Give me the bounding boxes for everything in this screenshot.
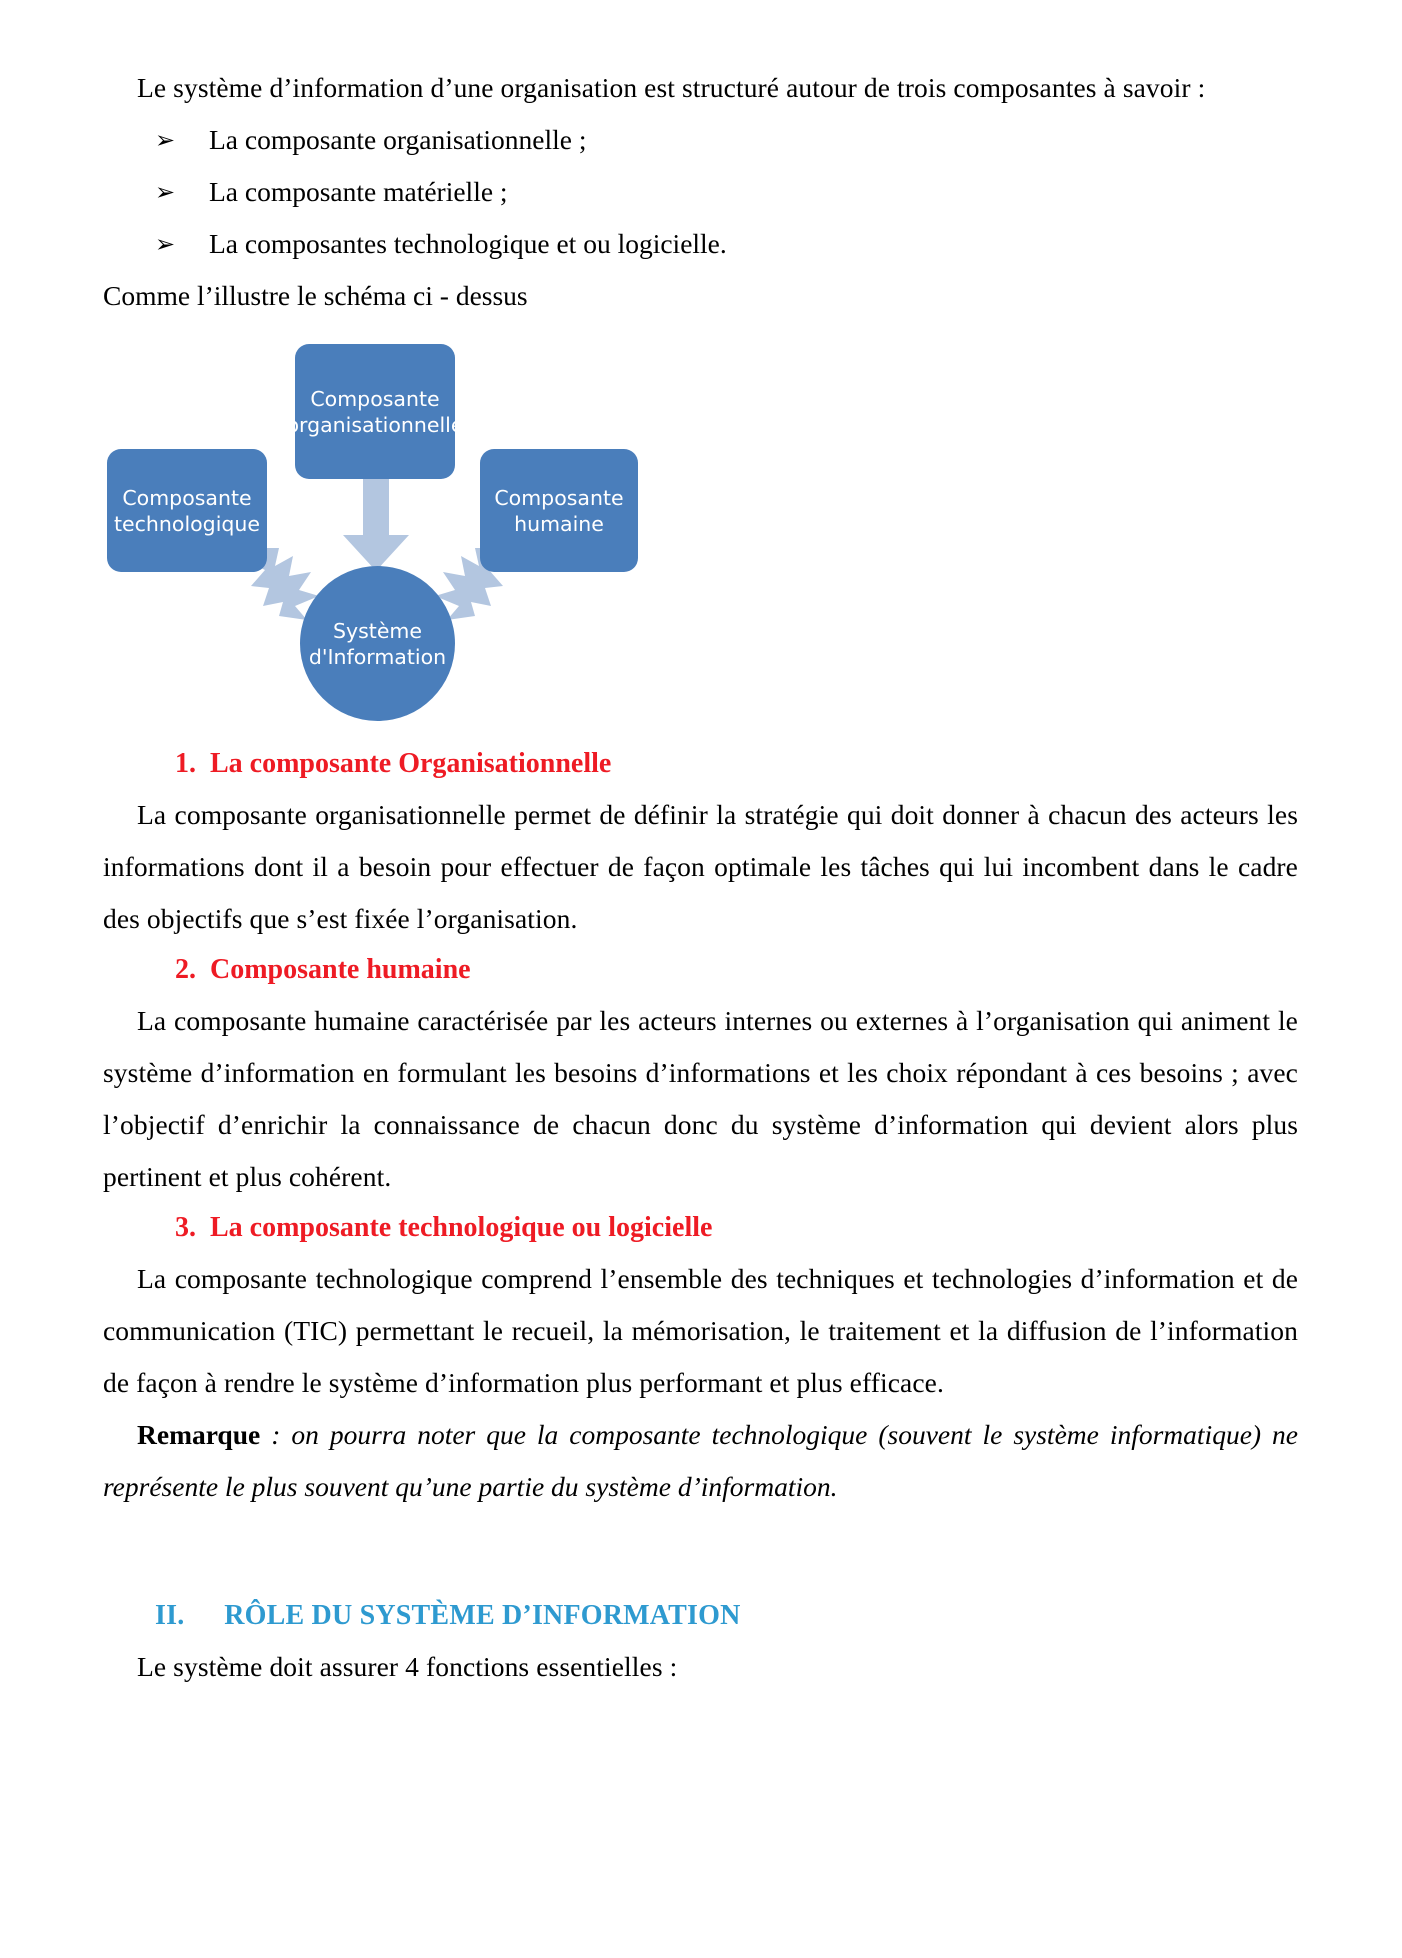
- section-body-role: Le système doit assurer 4 fonctions essentielles :: [137, 1651, 678, 1682]
- section-title-1: La composante Organisationnelle: [210, 748, 612, 779]
- arrow-down-icon: [343, 477, 409, 571]
- remarque-paragraph: [103, 1409, 1298, 1513]
- information-system-diagram: [103, 344, 763, 739]
- remarque-text: : on pourra noter que la composante technologique (souvent le système informatique) ne représente le plus souvent qu’une partie du système d’information.: [103, 1419, 1298, 1502]
- document-content: [103, 62, 1298, 1693]
- diagram-node-label-line2: technologique: [114, 511, 261, 536]
- section-heading-3: [103, 1203, 1298, 1253]
- section-body-3: La composante technologique comprend l’ensemble des techniques et technologies d’information et de communication (TIC) permettant le recueil, la mémorisation, le traitement et la diffusion de l’information de façon à rendre le système d’information plus performant et plus efficace.: [103, 1263, 1298, 1398]
- section-spacer: [103, 1513, 1298, 1591]
- diagram-node-label-line1: Composante: [494, 485, 624, 510]
- section-title-3: La composante technologique ou logicielle: [210, 1212, 713, 1243]
- diagram-node-label: [309, 618, 446, 670]
- section-number-3: 3.: [175, 1212, 196, 1243]
- diagram-node-label-line1: Composante: [122, 485, 252, 510]
- list-item: [103, 166, 1298, 218]
- arrow-bullet-icon: ➢: [155, 178, 176, 206]
- section-heading-2: [103, 945, 1298, 995]
- section-title-role: RÔLE DU SYSTÈME D’INFORMATION: [224, 1600, 741, 1631]
- diagram-caption: Comme l’illustre le schéma ci - dessus: [103, 280, 528, 311]
- diagram-node-label-line2: organisationnelle: [286, 412, 464, 437]
- section-title-2: Composante humaine: [210, 954, 471, 985]
- intro-paragraph: Le système d’information d’une organisation est structuré autour de trois composantes à savoir :: [137, 72, 1206, 103]
- arrow-bullet-icon: ➢: [155, 230, 176, 258]
- remarque-label: Remarque: [137, 1419, 261, 1450]
- section-number-2: 2.: [175, 954, 196, 985]
- diagram-node-label: [494, 485, 623, 537]
- diagram-node-systeme-information: [300, 566, 455, 721]
- diagram-node-label: [287, 386, 464, 438]
- list-item: [103, 114, 1298, 166]
- section-heading-1: [103, 739, 1298, 789]
- diagram-node-label: [114, 485, 260, 537]
- diagram-node-label-line2: humaine: [514, 511, 604, 536]
- section-number-1: 1.: [175, 748, 196, 779]
- arrow-bullet-icon: ➢: [155, 126, 176, 154]
- section-number-role: II.: [155, 1600, 185, 1631]
- diagram-node-label-line1: Composante: [310, 386, 440, 411]
- section-heading-role: [103, 1591, 1298, 1641]
- section-body-2: La composante humaine caractérisée par les acteurs internes ou externes à l’organisation qui animent le système d’information en formulant les besoins d’informations et les choix répondant à ces besoins ; avec l’objectif d’enrichir la connaissance de chacun donc du système d’information qui devient alors plus pertinent et plus cohérent.: [103, 1005, 1298, 1192]
- section-body-1: La composante organisationnelle permet de définir la stratégie qui doit donner à chacun des acteurs les informations dont il a besoin pour effectuer de façon optimale les tâches qui lui incombent dans le cadre des objectifs que s’est fixée l’organisation.: [103, 799, 1298, 934]
- diagram-node-label-line2: d'Information: [308, 644, 447, 669]
- diagram-node-label-line1: Système: [332, 618, 423, 643]
- list-item: [103, 218, 1298, 270]
- diagram-node-technologique: [107, 449, 267, 572]
- diagram-node-humaine: [480, 449, 638, 572]
- components-bullet-list: [103, 114, 1298, 270]
- diagram-node-organisationnelle: [286, 344, 464, 479]
- list-item-label: La composantes technologique et ou logicielle.: [209, 228, 727, 259]
- list-item-label: La composante organisationnelle ;: [209, 124, 587, 155]
- list-item-label: La composante matérielle ;: [209, 176, 508, 207]
